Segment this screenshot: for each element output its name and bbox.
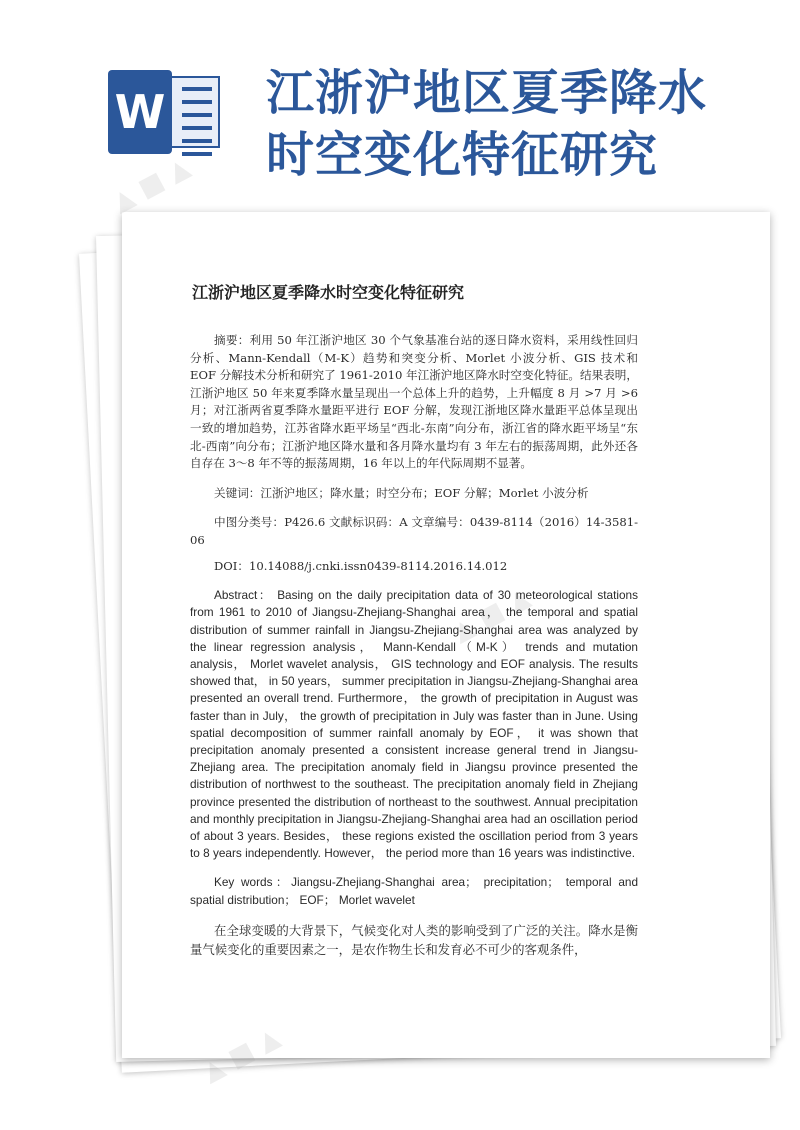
doi: DOI：10.14088/j.cnki.issn0439-8114.2016.14.012 xyxy=(214,558,508,573)
keywords-en: Key words：Jiangsu-Zhejiang-Shanghai area； precipitation； temporal and spatial distribution； EOF； Morlet wavelet xyxy=(190,875,638,907)
abstract-en: Abstract： Basing on the daily precipitation data of 30 meteorological stations from 1961 to 2010 of Jiangsu-Zhejiang-Shanghai area， the temporal and spatial distribution of summer rainfall in Jiangsu-Zhejiang-Shanghai area was analyzed by the linear regression analysis， Mann-Kendall（M-K） trends and mutation analysis， Morlet wavelet analysis， GIS technology and EOF analysis. The results showed that， in 50 years， summer precipitation in Jiangsu-Zhejiang-Shanghai area presented an overall trend. Furthermore， the growth of precipitation in August was faster than in July， the growth of precipitation in July was faster than in June. Using spatial decomposition of summer rainfall anomaly by EOF， it was shown that precipitation anomaly presented a consistent increase general trend in Jiangsu-Zhejiang area. The precipitation anomaly field in Jiangsu province presented the distribution of northwest to the southeast. The precipitation anomaly field in Zhejiang province presented the distribution of northeast to the southwest. Annual precipitation and monthly precipitation in Jiangsu-Zhejiang-Shanghai area had an oscillation period of about 3 years. Besides， these regions existed the oscillation period from 3 years to 8 years independently. However， the period more than 16 years was indistinctive. xyxy=(190,588,638,861)
classification-info: 中图分类号：P426.6 文献标识码：A 文章编号：0439-8114（2016）14-3581-06 xyxy=(190,515,638,547)
word-document-icon xyxy=(108,70,220,154)
paper-title: 江浙沪地区夏季降水时空变化特征研究 xyxy=(192,283,465,302)
watermark: ▲ ■ ▲ xyxy=(107,152,195,218)
page-title: 江浙沪地区夏季降水时空变化特征研究 xyxy=(266,65,708,183)
abstract-cn: 摘要：利用 50 年江浙沪地区 30 个气象基准台站的逐日降水资料，采用线性回归分析、Mann-Kendall（M-K）趋势和突变分析、Morlet 小波分析、GIS 技术和 EOF 分解技术分析和研究了 1961-2010 年江浙沪地区降水时空变化特征。结果表明，江浙沪地区 50 年来夏季降水量呈现出一个总体上升的趋势，上升幅度 8 月 >7 月 >6 月；对江浙两省夏季降水量距平进行 EOF 分解，发现江浙地区降水量距平总体呈现出一致的增加趋势，江苏省降水距平场呈“西北-东南”向分布，浙江省的降水距平场呈“东北-西南”向分布；江浙沪地区降水量和各月降水量均有 3 年左右的振荡周期，此外还各自存在 3～8 年不等的振荡周期，16 年以上的年代际周期不显著。 xyxy=(190,333,638,471)
paper-content xyxy=(190,282,638,959)
word-logo-badge: W xyxy=(108,70,172,154)
body-paragraph: 在全球变暖的大背景下，气候变化对人类的影响受到了广泛的关注。降水是衡量气候变化的重要因素之一，是农作物生长和发育必不可少的客观条件， xyxy=(190,922,638,957)
keywords-cn: 关键词：江浙沪地区；降水量；时空分布；EOF 分解；Morlet 小波分析 xyxy=(214,485,589,500)
